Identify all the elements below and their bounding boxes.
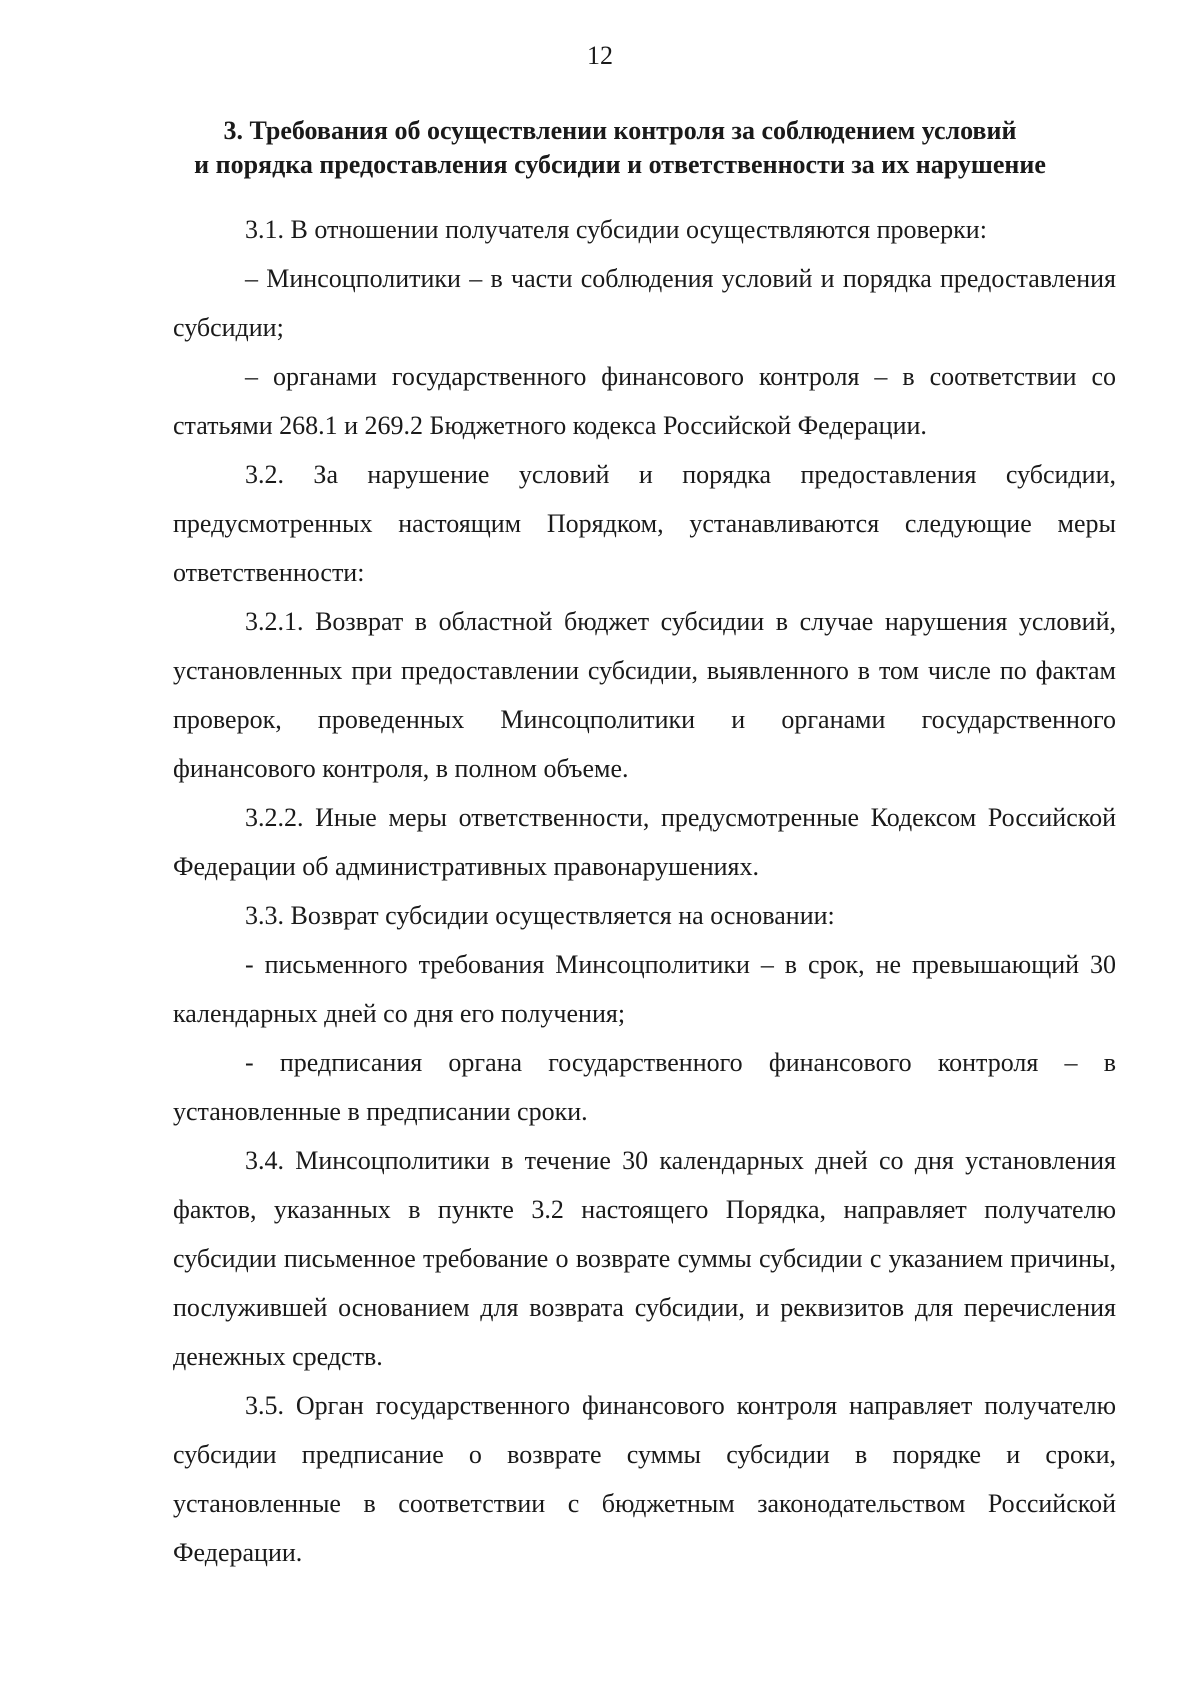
section-heading <box>150 114 1090 182</box>
paragraph-3-3: 3.3. Возврат субсидии осуществляется на основании: <box>245 901 835 930</box>
paragraph-3-2-1: 3.2.1. Возврат в областной бюджет субсидии в случае нарушения условий, установленных при предоставлении субсидии, выявленного в том числе по фактам проверок, проведенных Минсоцполитики и органами государственного финансового контроля, в полном объеме. <box>173 607 1116 783</box>
paragraph-3-2: 3.2. За нарушение условий и порядка предоставления субсидии, предусмотренных настоящим Порядком, устанавливаются следующие меры ответственности: <box>173 460 1116 587</box>
paragraph-3-1-item-control-bodies: – органами государственного финансового контроля – в соответствии со статьями 268.1 и 269.2 Бюджетного кодекса Российской Федерации. <box>173 362 1116 440</box>
document-body <box>173 205 1116 1577</box>
paragraph-3-1: 3.1. В отношении получателя субсидии осуществляются проверки: <box>245 215 987 244</box>
paragraph-3-3-item-written-demand: - письменного требования Минсоцполитики – в срок, не превышающий 30 календарных дней со дня его получения; <box>173 950 1116 1028</box>
paragraph-3-2-2: 3.2.2. Иные меры ответственности, предусмотренные Кодексом Российской Федерации об административных правонарушениях. <box>173 803 1116 881</box>
page-number: 12 <box>587 41 613 70</box>
paragraph-3-5: 3.5. Орган государственного финансового контроля направляет получателю субсидии предписание о возврате суммы субсидии в порядке и сроки, установленные в соответствии с бюджетным законодательством Российской Федерации. <box>173 1391 1116 1567</box>
section-heading-line-2: и порядка предоставления субсидии и ответственности за их нарушение <box>194 150 1046 179</box>
paragraph-3-1-item-ministry: – Минсоцполитики – в части соблюдения условий и порядка предоставления субсидии; <box>173 264 1116 342</box>
paragraph-3-4: 3.4. Минсоцполитики в течение 30 календарных дней со дня установления фактов, указанных в пункте 3.2 настоящего Порядка, направляет получателю субсидии письменное требование о возврате суммы субсидии с указанием причины, послужившей основанием для возврата субсидии, и реквизитов для перечисления денежных средств. <box>173 1146 1116 1371</box>
section-heading-line-1: 3. Требования об осуществлении контроля за соблюдением условий <box>223 116 1017 145</box>
paragraph-3-3-item-prescription: - предписания органа государственного финансового контроля – в установленные в предписании сроки. <box>173 1048 1116 1126</box>
